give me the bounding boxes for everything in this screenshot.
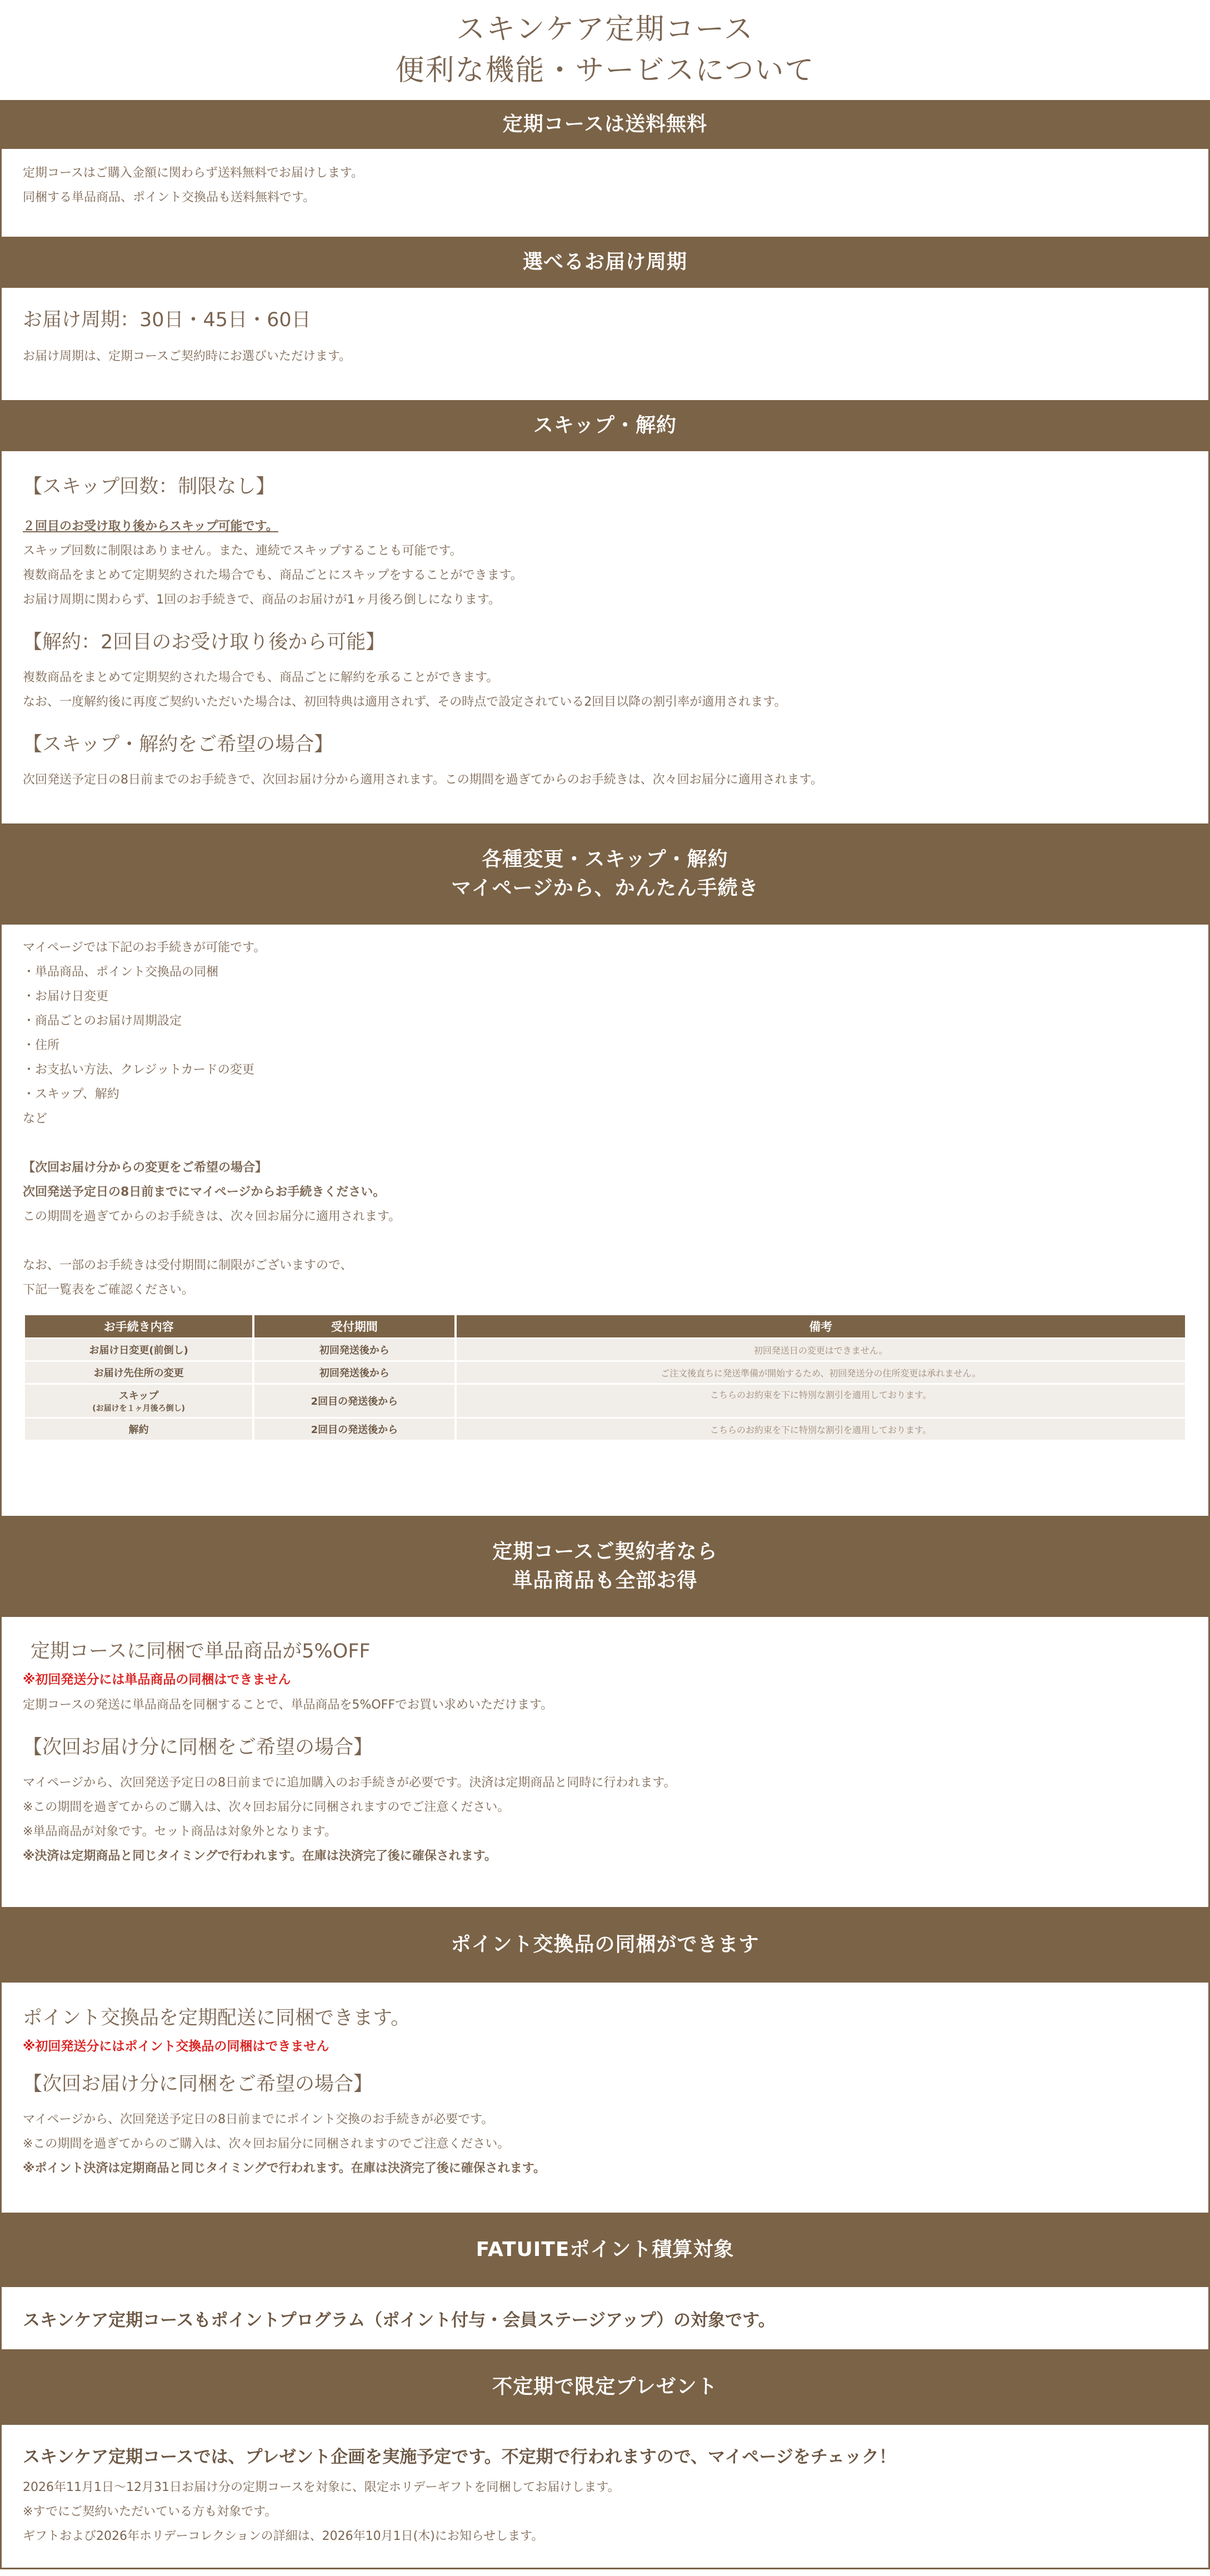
text-line: 同梱する単品商品、ポイント交換品も送料無料です。 — [23, 191, 316, 204]
text-line-bold: ※ポイント決済は定期商品と同じタイミングで行われます。在庫は決済完了後に確保されます。 — [23, 2161, 546, 2175]
table-cell: 初回発送後から — [254, 1339, 454, 1360]
section-title: 定期コースは送料無料 — [502, 113, 708, 136]
text-line: ※単品商品が対象です。セット商品は対象外となります。 — [23, 1825, 337, 1839]
table-row — [25, 1385, 1185, 1417]
table-row — [25, 1362, 1185, 1383]
text-line: 定期コースはご購入金額に関わらず送料無料でお届けします。 — [23, 166, 364, 180]
section-header-present — [0, 2349, 1210, 2425]
section-body-mypage — [0, 925, 1210, 1516]
text-line: 定期コースの発送に単品商品を同梱することで、単品商品を5%OFFでお買い求めいただけます。 — [23, 1698, 553, 1712]
points-heading: 【次回お届け分に同梱をご希望の場合】 — [23, 2073, 373, 2095]
text-line-bold: ※決済は定期商品と同じタイミングで行われます。在庫は決済完了後に確保されます。 — [23, 1849, 497, 1863]
section-header-fatuite — [0, 2213, 1210, 2287]
section-body-shipping — [0, 149, 1210, 237]
table-header: お手続き内容 — [25, 1315, 252, 1337]
section-title: 選べるお届け周期 — [522, 251, 687, 273]
present-lead: スキンケア定期コースでは、プレゼント企画を実施予定です。不定期で行われますので、マイページをチェック！ — [23, 2447, 897, 2467]
single-lead: 定期コースに同梱で単品商品が5%OFF — [31, 1640, 371, 1663]
list-item: ・お支払い方法、クレジットカードの変更 — [23, 1063, 254, 1077]
table-header: 備考 — [457, 1315, 1185, 1337]
single-warning: ※初回発送分には単品商品の同梱はできません — [23, 1673, 291, 1687]
cell-subline: (お届けを１ヶ月後ろ倒し) — [92, 1404, 185, 1413]
fatuite-line: スキンケア定期コースもポイントプログラム（ポイント付与・会員ステージアップ）の対象です。 — [23, 2310, 776, 2330]
section-header-single — [0, 1516, 1210, 1617]
section-title-line2: 単品商品も全部お得 — [512, 1569, 698, 1592]
table-header: 受付期間 — [254, 1315, 454, 1337]
page-title — [0, 0, 1210, 100]
text-line: 次回発送予定日の8日前までのお手続きで、次回お届け分から適用されます。この期間を過ぎてからのお手続きは、次々回お届分に適用されます。 — [23, 773, 823, 787]
section-title: スキップ・解約 — [533, 414, 677, 437]
table-cell: お届け日変更(前倒し) — [25, 1339, 252, 1360]
table-row — [25, 1339, 1185, 1360]
text-line: この期間を過ぎてからのお手続きは、次々回お届分に適用されます。 — [23, 1210, 401, 1224]
section-header-mypage — [0, 823, 1210, 925]
points-warning: ※初回発送分にはポイント交換品の同梱はできません — [23, 2039, 329, 2054]
section-title-line1: 各種変更・スキップ・解約 — [482, 848, 728, 871]
table-cell: 初回発送後から — [254, 1362, 454, 1383]
cancel-heading: 【解約：2回目のお受け取り後から可能】 — [23, 631, 386, 653]
text-line: ※この期間を過ぎてからのご購入は、次々回お届分に同梱されますのでご注意ください。 — [23, 1800, 510, 1814]
cycle-lead: お届け周期：30日・45日・60日 — [23, 309, 311, 331]
section-body-skip — [0, 451, 1210, 823]
text-line: ギフトおよび2026年ホリデーコレクションの詳細は、2026年10月1日(木)にお知らせします。 — [23, 2529, 544, 2543]
section-title: ポイント交換品の同梱ができます — [451, 1933, 759, 1956]
section-title-line1: 定期コースご契約者なら — [492, 1540, 718, 1563]
table-cell: こちらのお約束を下に特別な割引を適用しております。 — [457, 1419, 1185, 1440]
section-title-line2: マイページから、かんたん手続き — [451, 877, 759, 900]
text-line: 下記一覧表をご確認ください。 — [23, 1283, 194, 1297]
text-line: 2026年11月1日〜12月31日お届け分の定期コースを対象に、限定ホリデーギフトを同梱してお届けします。 — [23, 2480, 620, 2494]
text-line: なお、一度解約後に再度ご契約いただいた場合は、初回特典は適用されず、その時点で設定されている2回目以降の割引率が適用されます。 — [23, 695, 787, 709]
table-cell: 解約 — [25, 1419, 252, 1440]
single-heading: 【次回お届け分に同梱をご希望の場合】 — [23, 1736, 373, 1759]
section-header-cycle — [0, 237, 1210, 288]
text-line: マイページでは下記のお手続きが可能です。 — [23, 941, 266, 955]
table-row — [25, 1419, 1185, 1440]
points-lead: ポイント交換品を定期配送に同梱できます。 — [23, 2007, 411, 2029]
list-item: ・単品商品、ポイント交換品の同梱 — [23, 965, 219, 979]
text-line: 複数商品をまとめて定期契約された場合でも、商品ごとに解約を承ることができます。 — [23, 671, 499, 685]
table-cell: ご注文後直ちに発送準備が開始するため、初回発送分の住所変更は承れません。 — [457, 1362, 1185, 1383]
section-title: FATUITEポイント積算対象 — [476, 2238, 734, 2261]
text-line: お届け周期に関わらず、1回のお手続きで、商品のお届けが1ヶ月後ろ倒しになります。 — [23, 593, 501, 607]
text-line: ※この期間を過ぎてからのご購入は、次々回お届分に同梱されますのでご注意ください。 — [23, 2137, 510, 2151]
skip-subheading: ２回目のお受け取り後からスキップ可能です。 — [23, 520, 278, 533]
table-cell: 初回発送日の変更はできません。 — [457, 1339, 1185, 1360]
text-line: スキップ回数に制限はありません。また、連続でスキップすることも可能です。 — [23, 544, 462, 558]
table-cell: 2回目の発送後から — [254, 1419, 454, 1440]
text-line: マイページから、次回発送予定日の8日前までに追加購入のお手続きが必要です。決済は定期商品と同時に行われます。 — [23, 1776, 676, 1790]
section-header-shipping — [0, 100, 1210, 149]
text-line: お届け周期は、定期コースご契約時にお選びいただけます。 — [23, 350, 352, 363]
section-body-points — [0, 1983, 1210, 2213]
table-cell: こちらのお約束を下に特別な割引を適用しております。 — [457, 1385, 1185, 1417]
section-body-cycle — [0, 288, 1210, 400]
section-title: 不定期で限定プレゼント — [492, 2375, 718, 2398]
skip-heading: 【スキップ回数：制限なし】 — [23, 476, 276, 498]
section-body-fatuite — [0, 2287, 1210, 2349]
list-item: ・商品ごとのお届け周期設定 — [23, 1014, 182, 1028]
list-item: ・お届け日変更 — [23, 990, 109, 1004]
section-header-skip — [0, 400, 1210, 451]
text-line: マイページから、次回発送予定日の8日前までにポイント交換のお手続きが必要です。 — [23, 2113, 494, 2126]
text-line: 複数商品をまとめて定期契約された場合でも、商品ごとにスキップをすることができます。 — [23, 568, 523, 582]
list-item: ・スキップ、解約 — [23, 1087, 119, 1101]
page-title-line1: スキンケア定期コース — [456, 13, 754, 46]
procedure-table — [23, 1314, 1187, 1441]
list-item: など — [23, 1112, 48, 1126]
list-item: ・住所 — [23, 1039, 60, 1052]
section-header-points — [0, 1907, 1210, 1983]
table-cell: お届け先住所の変更 — [25, 1362, 252, 1383]
text-line: ※すでにご契約いただいている方も対象です。 — [23, 2505, 277, 2519]
cell-line: スキップ — [118, 1390, 159, 1402]
skip-cancel-heading: 【スキップ・解約をご希望の場合】 — [23, 733, 334, 756]
section-body-present — [0, 2425, 1210, 2569]
mypage-note-title: 【次回お届け分からの変更をご希望の場合】 — [23, 1161, 268, 1175]
table-cell — [25, 1385, 252, 1417]
section-body-single — [0, 1617, 1210, 1907]
mypage-note-bold: 次回発送予定日の8日前までにマイページからお手続きください。 — [23, 1185, 386, 1199]
table-cell: 2回目の発送後から — [254, 1385, 454, 1417]
text-line: なお、一部のお手続きは受付期間に制限がございますので、 — [23, 1259, 353, 1272]
page-title-line2: 便利な機能・サービスについて — [395, 54, 815, 87]
